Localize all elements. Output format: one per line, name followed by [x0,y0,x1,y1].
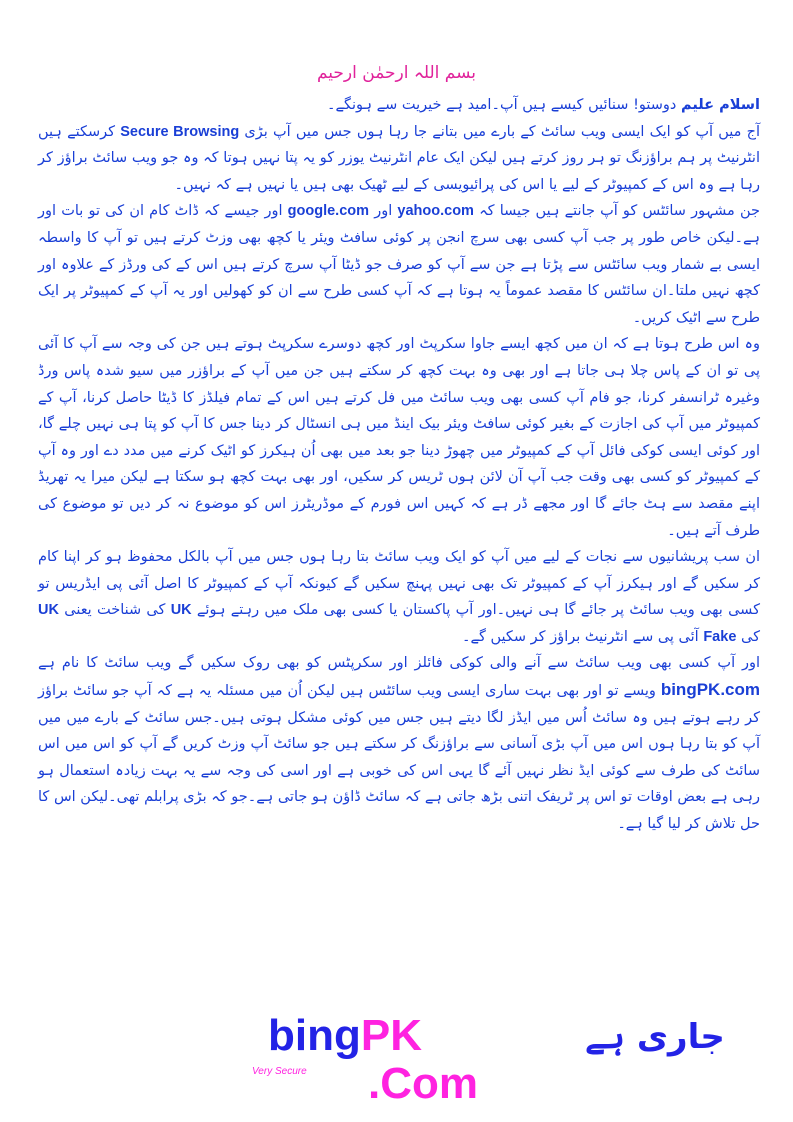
bingpk-site-name: bingPK.com [660,680,760,700]
paragraph-text: اور [369,203,398,220]
bingpk-logo [252,1011,478,1112]
logo-pk: PK [360,1011,422,1060]
paragraph-text: کی شناخت یعنی [58,602,171,619]
paragraph-text: کرسکتے ہیں انٹرنیٹ پر ہم براؤزنگ تو ہر روز کرتے ہیں لیکن ایک عام انٹرنیٹ یوزر کو یہ پتا نہیں ہوتا کہ وہ جو ویب سائٹ براؤز کر رہا ہے وہ اس کے کمپیوٹر کے لیے یا اس کی پرائیویسی کے لیے ٹھیک بھی ہیں یا نہیں ہے کہ نہیں۔ [38,123,760,193]
greeting-text: دوستو! سنائیں کیسے ہیں آپ۔امید ہے خیریت سے ہونگے۔ [326,97,681,113]
paragraph-text: ان سب پریشانیوں سے نجات کے لیے میں آپ کو ایک ویب سائٹ بتا رہا ہوں جس میں آپ بالکل محفوظ ہو کر اپنا کام کر سکیں گے اور ہیکرز آپ کے کمپیوٹر تک بھی نہیں پہنچ سکیں گے کیونکہ آپ کے کمپیوٹر کا اصل آئی پی ایڈریس تو کسی بھی ویب سائٹ پر جائے گا ہی نہیں۔اور آپ پاکستان یا کسی بھی ملک میں رہتے ہوئے [38,549,760,619]
google-link: google.com [287,203,370,220]
secure-browsing-term: Secure Browsing [120,123,240,140]
article-body [38,92,760,838]
paragraph-text: آج میں آپ کو ایک ایسی ویب سائٹ کے بارے میں بتانے جا رہا ہوں جس میں آپ بڑی [239,123,761,140]
paragraph-known-sites [38,198,760,331]
logo-com: .Com [368,1059,478,1108]
continued-label: جاری ہے [585,1017,725,1057]
logo-tagline: Very Secure [252,1066,307,1077]
paragraph-text: کی [736,628,760,645]
greeting-paragraph [38,92,760,119]
uk-term: UK [170,602,192,619]
fake-term: Fake [703,628,737,645]
logo-bing: bing [268,1011,361,1060]
paragraph-text: اور آپ کسی بھی ویب سائٹ سے آنے والی کوکی فائلز اور سکرپٹس کو بھی روک سکیں گے ویب سائٹ کا نام ہے [38,655,760,672]
paragraph-text: ویسے تو اور بھی بہت ساری ایسی ویب سائٹس ہیں لیکن اُن میں مسئلہ یہ ہے کہ آپ جو سائٹ براؤز کر رہے ہوتے ہیں وہ سائٹ اُس میں ایڈز لگا دیتے ہیں جس میں کوئی مشکل ہوتی ہیں۔جس سائٹ کے بارے میں میں آپ کو بتا رہا ہوں اس میں آپ بڑی آسانی سے براؤزنگ کر سکتے ہیں جو سائٹ آپ وزٹ کریں گے آپ کو اس میں اس سائٹ کی طرف سے کوئی ایڈ نظر نہیں آئے گا یہی اس کی خوبی ہے اور اسی کی وجہ سے یہ بہت زیادہ استعمال ہو رہی ہے بعض اوقات تو اس پر ٹریفک اتنی بڑھ جاتی ہے کہ سائٹ ڈاؤن ہو جاتی ہے۔جو کہ بڑی پرابلم تھی۔لیکن اس کا حل تلاش کر لیا گیا ہے۔ [38,683,760,833]
paragraph-scripts: وہ اس طرح ہوتا ہے کہ ان میں کچھ ایسے جاوا سکرپٹ اور کچھ دوسرے سکرپٹ ہوتے ہیں جن کی وجہ سے آپ کا آئی پی تو ان کے پاس چلا ہی جاتا ہے اور بھی وہ بہت کچھ کر سکتے ہیں جن میں آپ کے براؤزر میں سیو شدہ پاس ورڈ وغیرہ ٹرانسفر کرنا، جو فام آپ کسی بھی ویب سائٹ میں فل کرتے ہیں اس کے تمام فیلڈز کا ڈیٹا حاصل کرنا، آپ کے کمپیوٹر میں آپ کی اجازت کے بغیر کوئی سافٹ ویئر بیک اینڈ میں ہی انسٹال کر دینا جس کا آپ کو پتا ہی نہیں چلے گا، اور کوئی ایسی کوکی فائل آپ کے کمپیوٹر میں چھوڑ دینا جو بعد میں بھی اُن ہیکرز کو اٹیک کرنے میں مدد دے اور وہ آپ کے کمپیوٹر کو کسی بھی وقت جب آپ آن لائن ہوں ٹریس کر سکیں، اور بھی بہت کچھ ہو سکتا ہے لیکن میرا یہ تھریڈ اپنے مقصد سے ہٹ جائے گا اور مجھے ڈر ہے کہ کہیں اس فورم کے موڈریٹرز اس کو موضوع نہ کر دیں تو موضوع کی طرف آتے ہیں۔ [38,336,760,539]
yahoo-link: yahoo.com [397,203,474,220]
paragraph-intro [38,119,760,199]
paragraph-text: جن مشہور سائٹس کو آپ جانتے ہیں جیسا کہ [473,203,760,220]
paragraph-bingpk [38,650,760,837]
greeting-salutation: اسلام علیم [680,97,760,113]
bismillah-heading: بسم اللہ ارحمٰن ارحیم [316,63,476,83]
uk-term: UK [38,602,59,619]
paragraph-text: آئی پی سے انٹرنیٹ براؤز کر سکیں گے۔ [462,628,704,645]
paragraph-text: اور جیسے کہ ڈاٹ کام ان کی تو بات اور ہے۔لیکن خاص طور پر جب آپ کسی بھی سرچ انجن پر کوئی سافٹ ویئر یا کچھ بھی وزٹ کرتے ہیں تو آپ کا واسطہ ایسی بے شمار ویب سائٹس سے پڑتا ہے جن سے آپ کو صرف جو ڈیٹا آپ سرچ کرتے ہیں اس کے کی ورڈز کے علاوہ اور کچھ نہیں ملتا۔ان سائٹس کا مقصد عموماً یہ ہوتا ہے کہ آپ کسی طرح سے ان کو کھولیں اور یہ آپ کے کمپیوٹر پر ایک طرح سے اٹیک کریں۔ [38,203,760,326]
logo-line-one [268,1012,422,1060]
paragraph-solution [38,544,760,650]
